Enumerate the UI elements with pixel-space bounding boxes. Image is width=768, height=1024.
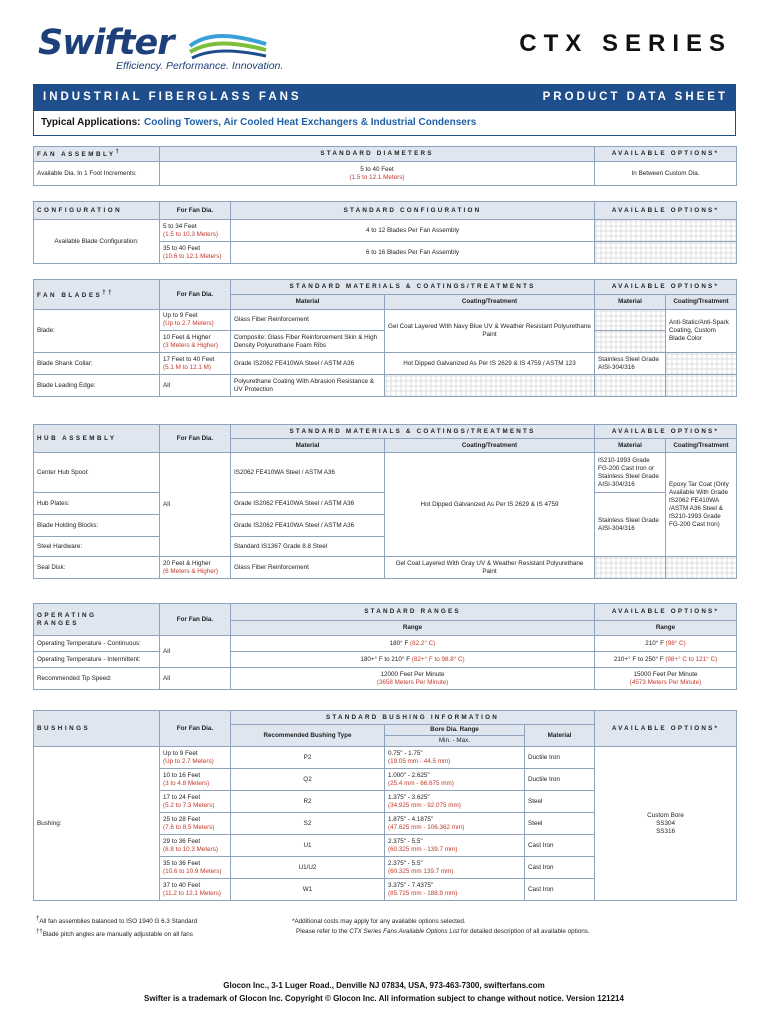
operating-sub-range: Range	[231, 621, 595, 636]
bushing-bore: 2.375" - 5.5" (60.325 mm 139.7 mm)	[385, 857, 525, 879]
bushing-dia: 29 to 36 Feet (8.8 to 10.3 Meters)	[160, 835, 231, 857]
blade-opt-material-empty	[595, 331, 666, 353]
operating-opt-header: AVAILABLE OPTIONS*	[595, 604, 737, 621]
bushing-type: W1	[231, 879, 385, 901]
fan-assembly-opt-header: AVAILABLE OPTIONS*	[595, 147, 737, 162]
brand-tagline: Efficiency. Performance. Innovation.	[116, 60, 284, 72]
fan-blades-sub-coating: Coating/Treatment	[385, 295, 595, 310]
hub-row-material: Grade IS2062 FE410WA Steel / ASTM A36	[231, 515, 385, 537]
hub-for-fan: For Fan Dia.	[160, 425, 231, 453]
footer-copyright: Swifter is a trademark of Glocon Inc. Copyright © Glocon Inc. All information subject to change without notice. Version 121214	[144, 994, 624, 1003]
hub-opt-coating: Epoxy Tar Coat (Only Available With Grade IS2062 FE410WA /ASTM A36 Steel & IS210-1993 Grade FG-200 Cast Iron)	[666, 453, 737, 557]
bushings-sub-bore: Bore Dia. Range	[385, 725, 525, 736]
applications-value: Cooling Towers, Air Cooled Heat Exchangers & Industrial Condensers	[144, 117, 477, 128]
fan-assembly-std-value: 5 to 40 Feet (1.5 to 12.1 Meters)	[160, 162, 595, 186]
footnote-balance: †All fan assemblies balanced to ISO 1940 G 6.3 Standard	[36, 916, 198, 926]
hub-opt-header: AVAILABLE OPTIONS*	[595, 425, 737, 439]
shank-label: Blade Shank Collar:	[34, 353, 160, 375]
fan-assembly-title: FAN ASSEMBLY†	[34, 147, 160, 162]
bushing-material: Cast Iron	[525, 857, 595, 879]
bushing-dia: 37 to 40 Feet (11.2 to 12.1 Meters)	[160, 879, 231, 901]
fan-assembly-table	[33, 146, 737, 186]
configuration-title: CONFIGURATION	[34, 202, 160, 220]
seal-opt-material-empty	[595, 557, 666, 579]
hub-row-label: Hub Plates:	[34, 493, 160, 515]
bushing-bore: 1.000" - 2.625" (25.4 mm - 66.675 mm)	[385, 769, 525, 791]
shank-dia: 17 Feet to 40 Feet (5.1 M to 12.1 M)	[160, 353, 231, 375]
bushings-sub-type: Recommended Bushing Type	[231, 725, 385, 747]
shank-opt-coating-empty	[666, 353, 737, 375]
blade-dia: Up to 9 Feet (Up to 2.7 Meters)	[160, 310, 231, 331]
configuration-value: 6 to 16 Blades Per Fan Assembly	[231, 242, 595, 264]
hub-row-label: Blade Holding Blocks:	[34, 515, 160, 537]
bushings-title: BUSHINGS	[34, 711, 160, 747]
operating-option: 15000 Feet Per Minute (4573 Meters Per Minute)	[595, 668, 737, 690]
bushing-material: Steel	[525, 791, 595, 813]
configuration-table	[33, 201, 737, 264]
leading-opt-coating-empty	[666, 375, 737, 397]
hub-std-header: STANDARD MATERIALS & COATINGS/TREATMENTS	[231, 425, 595, 439]
typical-applications	[33, 110, 736, 136]
bushing-bore: 2.375" - 5.5" (60.325 mm - 139.7 mm)	[385, 835, 525, 857]
footnote-options-list: Please refer to the CTX Series Fans Available Options List for detailed description of all available options.	[296, 928, 590, 935]
bushing-material: Ductile Iron	[525, 747, 595, 769]
bushing-dia: 17 to 24 Feet (5.2 to 7.3 Meters)	[160, 791, 231, 813]
hub-sub-opt-material: Material	[595, 439, 666, 453]
fan-blades-table	[33, 279, 737, 397]
hub-sub-coating: Coating/Treatment	[385, 439, 595, 453]
blade-coating: Gel Coat Layered With Navy Blue UV & Weather Resistant Polyurethane Paint	[385, 310, 595, 353]
fan-blades-sub-opt-material: Material	[595, 295, 666, 310]
footer-address: Glocon Inc., 3-1 Luger Road., Denville NJ 07834, USA, 973-463-7300, swifterfans.com	[223, 981, 545, 990]
bushing-dia: 25 to 28 Feet (7.6 to 8.5 Meters)	[160, 813, 231, 835]
configuration-value: 4 to 12 Blades Per Fan Assembly	[231, 220, 595, 242]
seal-label: Seal Disk:	[34, 557, 160, 579]
shank-material: Grade IS2062 FE410WA Steel / ASTM A36	[231, 353, 385, 375]
bushing-type: Q2	[231, 769, 385, 791]
hub-assembly-title: HUB ASSEMBLY	[34, 425, 160, 453]
seal-dia: 20 Feet & Higher (6 Meters & Higher)	[160, 557, 231, 579]
banner-left: INDUSTRIAL FIBERGLASS FANS	[43, 91, 302, 103]
blade-dia: 10 Feet & Higher (3 Meters & Higher)	[160, 331, 231, 353]
bushings-sub-material: Material	[525, 725, 595, 747]
blade-label: Blade:	[34, 310, 160, 353]
configuration-std-header: STANDARD CONFIGURATION	[231, 202, 595, 220]
bushing-type: U1/U2	[231, 857, 385, 879]
operating-option: 210+° F to 250° F (98+° C to 121° C)	[595, 652, 737, 668]
leading-coating-empty	[385, 375, 595, 397]
hub-row-label: Steel Hardware:	[34, 537, 160, 557]
fan-blades-title: FAN BLADES††	[34, 280, 160, 310]
wave-swoosh-icon	[188, 30, 268, 64]
operating-row-label: Operating Temperature - Continuous:	[34, 636, 160, 652]
operating-for-fan: For Fan Dia.	[160, 604, 231, 636]
hub-row-material: IS2062 FE410WA Steel / ASTM A36	[231, 453, 385, 493]
bushing-bore: 1.875" - 4.1875" (47.625 mm - 106.362 mm)	[385, 813, 525, 835]
hub-row-material: Standard IS1367 Grade 8.8 Steel	[231, 537, 385, 557]
series-title: CTX SERIES	[519, 30, 732, 57]
footnotes-right	[292, 917, 590, 937]
bushing-material: Steel	[525, 813, 595, 835]
leading-dia: All	[160, 375, 231, 397]
shank-coating: Hot Dipped Galvanized As Per IS 2629 & IS 4759 / ASTM 123	[385, 353, 595, 375]
configuration-row-label: Available Blade Configuration:	[34, 220, 160, 264]
bushing-bore: 3.375" - 7.4375" (85.725 mm - 188.9 mm)	[385, 879, 525, 901]
configuration-option-empty	[595, 220, 737, 242]
bushing-label: Bushing:	[34, 747, 160, 901]
seal-opt-coating-empty	[666, 557, 737, 579]
operating-value: 180+° F to 210° F (82+° F to 98.8° C)	[231, 652, 595, 668]
fan-blades-for-fan: For Fan Dia.	[160, 280, 231, 310]
footnotes-left	[36, 914, 197, 940]
leading-opt-material-empty	[595, 375, 666, 397]
hub-row-label: Center Hub Spool:	[34, 453, 160, 493]
fan-blades-sub-opt-coating: Coating/Treatment	[666, 295, 737, 310]
bushing-material: Cast Iron	[525, 879, 595, 901]
bushing-type: P2	[231, 747, 385, 769]
configuration-for-fan: For Fan Dia.	[160, 202, 231, 220]
brand-name: Swifter	[38, 23, 174, 63]
operating-sub-opt-range: Range	[595, 621, 737, 636]
leading-label: Blade Leading Edge:	[34, 375, 160, 397]
shank-opt-material: Stainless Steel Grade AISI-304/316	[595, 353, 666, 375]
bushing-type: U1	[231, 835, 385, 857]
operating-row-label: Recommended Tip Speed:	[34, 668, 160, 690]
seal-coating: Gel Coat Layered With Gray UV & Weather Resistant Polyurethane Paint	[385, 557, 595, 579]
blade-material: Composite: Glass Fiber Reinforcement Skin & High Density Polyurethane Foam Ribs	[231, 331, 385, 353]
bushings-sub-bore-minmax: Min. - Max.	[385, 736, 525, 747]
operating-value: 180° F (82.2° C)	[231, 636, 595, 652]
bushing-options: Custom Bore SS304 SS316	[595, 747, 737, 901]
banner-right: PRODUCT DATA SHEET	[542, 91, 728, 103]
operating-std-header: STANDARD RANGES	[231, 604, 595, 621]
leading-material: Polyurethane Coating With Abrasion Resistance & UV Protection	[231, 375, 385, 397]
bushing-dia: Up to 9 Feet (Up to 2.7 Meters)	[160, 747, 231, 769]
fan-assembly-row-label: Available Dia. In 1 Foot Increments:	[34, 162, 160, 186]
bushing-material: Ductile Iron	[525, 769, 595, 791]
bushings-std-header: STANDARD BUSHING INFORMATION	[231, 711, 595, 725]
title-banner	[33, 84, 736, 110]
bushing-type: R2	[231, 791, 385, 813]
fan-blades-sub-material: Material	[231, 295, 385, 310]
bushing-dia: 10 to 16 Feet (3 to 4.8 Meters)	[160, 769, 231, 791]
blade-option: Anti-Static/Anti-Spark Coating, Custom Blade Color	[666, 310, 737, 353]
configuration-dia: 35 to 40 Feet (10.6 to 12.1 Meters)	[160, 242, 231, 264]
hub-opt-material-2: Stainless Steel Grade AISI-304/316	[595, 493, 666, 557]
seal-material: Glass Fiber Reinforcement	[231, 557, 385, 579]
configuration-dia: 5 to 34 Feet (1.5 to 10.3 Meters)	[160, 220, 231, 242]
operating-dia-all: All	[160, 668, 231, 690]
bushing-bore: 0.75" - 1.75" (19.05 mm - 44.5 mm)	[385, 747, 525, 769]
hub-assembly-table	[33, 424, 737, 579]
bushings-opt-header: AVAILABLE OPTIONS*	[595, 711, 737, 747]
bushing-bore: 1.375" - 3.625" (34.925 mm - 92.075 mm)	[385, 791, 525, 813]
blade-opt-material-empty	[595, 310, 666, 331]
operating-option: 210° F (98° C)	[595, 636, 737, 652]
operating-dia-all: All	[160, 636, 231, 668]
hub-coating: Hot Dipped Galvanized As Per IS 2629 & IS 4759	[385, 453, 595, 557]
bushing-material: Cast Iron	[525, 835, 595, 857]
blade-material: Glass Fiber Reinforcement	[231, 310, 385, 331]
hub-dia-all: All	[160, 453, 231, 557]
operating-title: OPERATING RANGES	[34, 604, 160, 636]
bushings-for-fan: For Fan Dia.	[160, 711, 231, 747]
bushing-dia: 35 to 36 Feet (10.6 to 10.9 Meters)	[160, 857, 231, 879]
fan-assembly-option: In Between Custom Dia.	[595, 162, 737, 186]
applications-label: Typical Applications:	[41, 117, 141, 128]
configuration-opt-header: AVAILABLE OPTIONS*	[595, 202, 737, 220]
hub-sub-opt-coating: Coating/Treatment	[666, 439, 737, 453]
fan-assembly-std-header: STANDARD DIAMETERS	[160, 147, 595, 162]
footnote-pitch: ††Blade pitch angles are manually adjustable on all fans	[36, 929, 193, 939]
hub-opt-material-1: IS210-1993 Grade FG-200 Cast Iron or Stainless Steel Grade AISI-304/316	[595, 453, 666, 493]
hub-sub-material: Material	[231, 439, 385, 453]
fan-blades-std-header: STANDARD MATERIALS & COATINGS/TREATMENTS	[231, 280, 595, 295]
footnote-costs: *Additional costs may apply for any available options selected.	[292, 918, 466, 925]
operating-row-label: Operating Temperature - Intermittent:	[34, 652, 160, 668]
configuration-option-empty	[595, 242, 737, 264]
swifter-logo	[38, 24, 283, 72]
hub-row-material: Grade IS2062 FE410WA Steel / ASTM A36	[231, 493, 385, 515]
operating-ranges-table	[33, 603, 737, 690]
bushing-type: S2	[231, 813, 385, 835]
bushings-table	[33, 710, 737, 901]
operating-value: 12000 Feet Per Minute (3658 Meters Per Minute)	[231, 668, 595, 690]
fan-blades-opt-header: AVAILABLE OPTIONS*	[595, 280, 737, 295]
